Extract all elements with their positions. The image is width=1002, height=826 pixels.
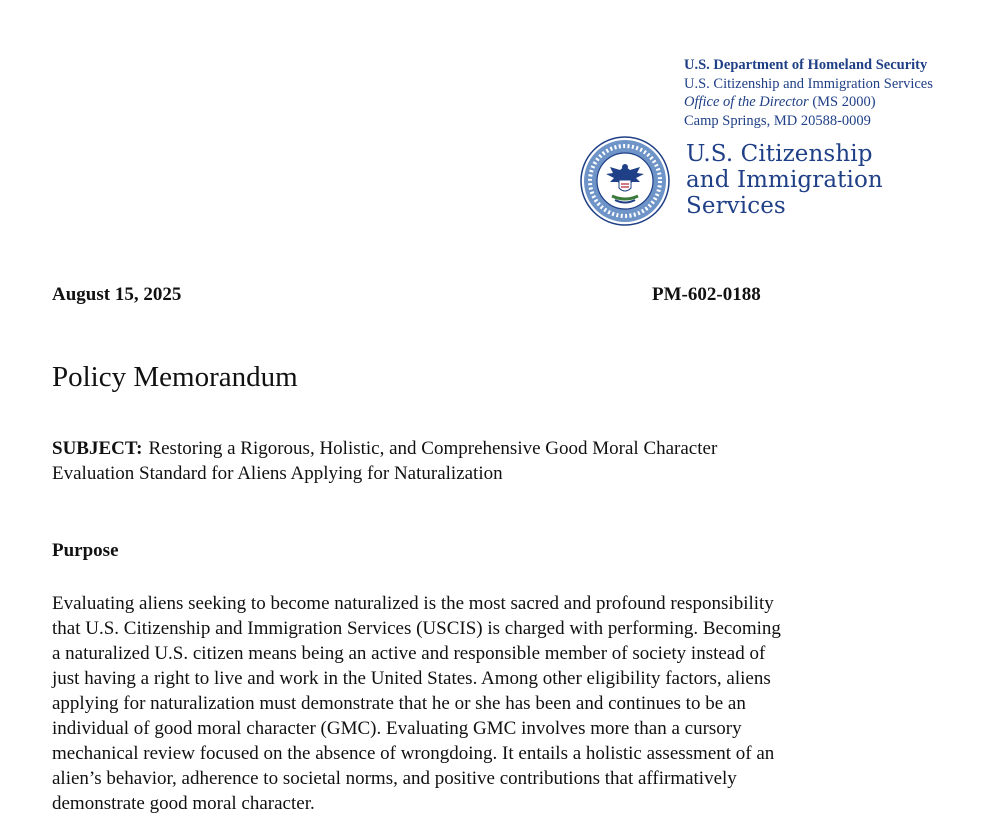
subject-text: Restoring a Rigorous, Holistic, and Comprehensive Good Moral Character bbox=[148, 438, 718, 459]
agency-address: Camp Springs, MD 20588-0009 bbox=[684, 112, 871, 129]
memo-date: August 15, 2025 bbox=[52, 284, 182, 305]
paragraph-line: alien’s behavior, adherence to societal norms, and positive contributions that affirmatively bbox=[52, 768, 737, 789]
wordmark-line: Services bbox=[686, 193, 786, 219]
paragraph-line: mechanical review focused on the absence of wrongdoing. It entails a holistic assessment of an bbox=[52, 743, 775, 764]
subject-label: SUBJECT: bbox=[52, 438, 143, 459]
department-name: U.S. Department of Homeland Security bbox=[684, 57, 928, 73]
dhs-seal-icon bbox=[580, 136, 670, 226]
office-line bbox=[684, 93, 984, 112]
paragraph-line: just having a right to live and work in the United States. Among other eligibility factors, aliens bbox=[52, 668, 771, 689]
uscis-wordmark bbox=[686, 141, 986, 219]
subject-line: Evaluation Standard for Aliens Applying for Naturalization bbox=[52, 462, 503, 484]
agency-address-block bbox=[684, 56, 984, 130]
purpose-paragraph bbox=[52, 591, 932, 816]
subject-line bbox=[52, 437, 872, 462]
paragraph-line: applying for naturalization must demonstrate that he or she has been and continues to be an bbox=[52, 693, 746, 714]
subject-block bbox=[52, 437, 872, 486]
paragraph-line: individual of good moral character (GMC). Evaluating GMC involves more than a cursory bbox=[52, 718, 742, 739]
memo-number: PM-602-0188 bbox=[652, 284, 761, 305]
office-name: Office of the Director bbox=[684, 94, 809, 110]
paragraph-line: Evaluating aliens seeking to become naturalized is the most sacred and profound responsibility bbox=[52, 593, 774, 614]
paragraph-line: that U.S. Citizenship and Immigration Services (USCIS) is charged with performing. Becoming bbox=[52, 618, 781, 639]
paragraph-line: a naturalized U.S. citizen means being an active and responsible member of society instead of bbox=[52, 643, 766, 664]
wordmark-line: U.S. Citizenship bbox=[686, 141, 873, 167]
document-title: Policy Memorandum bbox=[52, 361, 298, 393]
agency-name: U.S. Citizenship and Immigration Services bbox=[684, 75, 933, 92]
office-mailstop: (MS 2000) bbox=[808, 94, 876, 110]
wordmark-line: and Immigration bbox=[686, 167, 883, 193]
purpose-heading: Purpose bbox=[52, 540, 119, 561]
paragraph-line: demonstrate good moral character. bbox=[52, 793, 315, 814]
